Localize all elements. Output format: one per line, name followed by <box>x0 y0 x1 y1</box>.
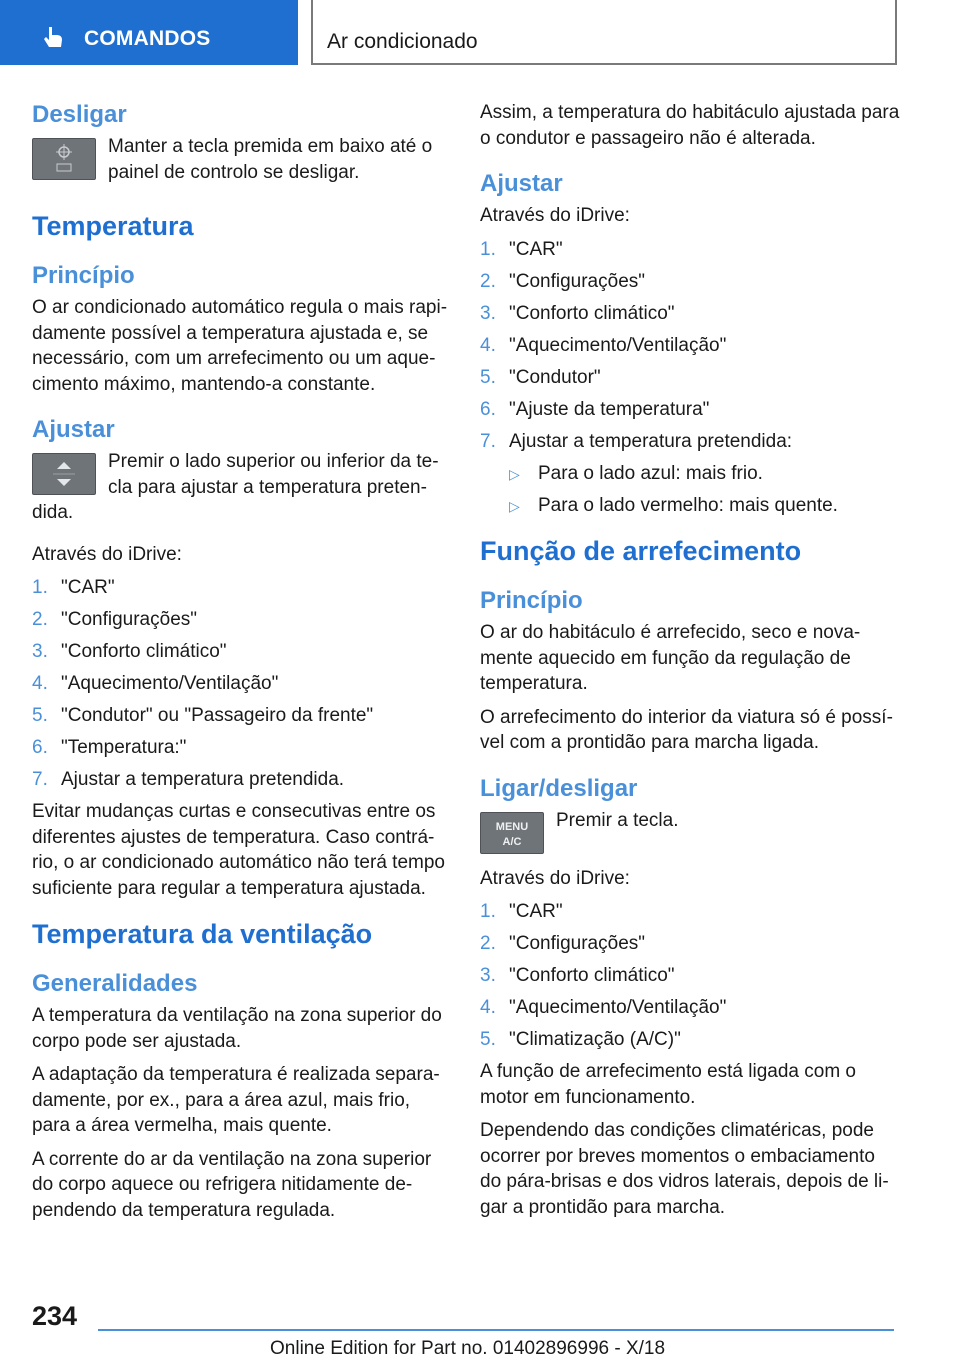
step-text: "Condutor" ou "Passageiro da frente" <box>61 705 374 726</box>
heading-ajustar: Ajustar <box>32 416 115 443</box>
svg-text:MENU: MENU <box>495 820 529 833</box>
step-number: 6. <box>480 398 496 420</box>
heading-desligar: Desligar <box>32 101 127 128</box>
list-item <box>480 333 900 359</box>
principio-text-2: O arrefecimento do interior da viatura só é possí‐vel com a prontidão para marcha ligada. <box>480 706 893 753</box>
heading-ventilacao: Temperatura da ventilação <box>32 919 373 949</box>
step-number: 5. <box>480 1029 496 1050</box>
right-column <box>480 100 900 1228</box>
temperature-rocker-icon <box>32 453 96 495</box>
step-text: "Conforto climático" <box>509 965 675 986</box>
list-item <box>480 1027 900 1053</box>
step-text: "Configurações" <box>509 933 646 954</box>
step-number: 3. <box>480 965 496 986</box>
step-text: "Configurações" <box>509 270 646 292</box>
step-text: "CAR" <box>509 238 563 260</box>
step-text: "Conforto climático" <box>509 302 675 324</box>
list-item <box>32 703 450 729</box>
list-item <box>32 767 450 793</box>
page-number: 234 <box>32 1301 78 1331</box>
heading-ajustar-ventilacao: Ajustar <box>480 170 563 197</box>
list-item <box>509 461 900 487</box>
step-number: 6. <box>32 737 48 758</box>
step-number: 4. <box>480 334 496 356</box>
menu-ac-button-icon <box>480 812 544 854</box>
list-item <box>32 639 450 665</box>
dependendo-text: Dependendo das condições climatéricas, pode ocorrer por breves momentos o embaciamento do pára-brisas e dos vidros laterais, depois de li‐gar a prontidão para marcha. <box>480 1120 889 1218</box>
sub-list <box>480 461 900 519</box>
list-item <box>480 931 900 957</box>
svg-text:A/C: A/C <box>502 835 522 848</box>
list-item <box>480 269 900 295</box>
step-number: 7. <box>480 430 496 452</box>
idrive-steps <box>480 237 900 455</box>
footer-divider <box>98 1329 894 1331</box>
list-item <box>480 995 900 1021</box>
sub-item-text: Para o lado vermelho: mais quente. <box>538 494 838 516</box>
section-header <box>311 0 897 65</box>
step-number: 4. <box>480 997 496 1018</box>
step-text: "Condutor" <box>509 366 601 388</box>
list-item <box>32 735 450 761</box>
step-text: "Aquecimento/Ventilação" <box>509 334 727 356</box>
ajustar-row <box>32 449 450 534</box>
idrive-text: Através do iDrive: <box>480 205 630 226</box>
step-text: "Conforto climático" <box>61 641 227 662</box>
step-text: Ajustar a temperatura pretendida. <box>61 769 345 790</box>
ligar-row <box>480 808 900 858</box>
step-number: 5. <box>32 705 48 726</box>
step-text: "Aquecimento/Ventilação" <box>509 997 727 1018</box>
heading-funcao-arrefecimento: Função de arrefecimento <box>480 536 802 566</box>
heading-ligar-desligar: Ligar/desligar <box>480 774 638 802</box>
list-item <box>480 899 900 925</box>
step-number: 5. <box>480 366 496 388</box>
step-text: "CAR" <box>61 577 115 598</box>
chapter-label: COMANDOS <box>84 27 211 50</box>
step-text: "Configurações" <box>61 609 198 630</box>
list-item <box>480 963 900 989</box>
heading-principio: Princípio <box>480 587 583 614</box>
triangle-bullet-icon: ▷ <box>509 497 520 514</box>
footer-edition: Online Edition for Part no. 01402896996 - X/18 <box>270 1338 666 1359</box>
step-number: 2. <box>480 933 496 954</box>
evitar-text: Evitar mudanças curtas e consecutivas entre os diferentes ajustes de temperatura. Caso contrá‐rio, o ar condicionado automático não terá tempo suficiente para regular a temperatura ajustada. <box>32 801 445 899</box>
step-number: 2. <box>480 270 496 292</box>
generalidades-text-1: A temperatura da ventilação na zona superior do corpo pode ser ajustada. <box>32 1005 442 1052</box>
off-button-icon <box>32 138 96 180</box>
triangle-bullet-icon: ▷ <box>509 465 520 482</box>
step-text: "Ajuste da temperatura" <box>509 398 710 420</box>
step-text: "Temperatura:" <box>61 737 187 758</box>
step-number: 4. <box>32 673 48 694</box>
list-item <box>480 237 900 263</box>
list-item <box>480 301 900 327</box>
step-number: 1. <box>32 577 48 598</box>
ajustar-text: Premir o lado superior ou inferior da te‐cla para ajustar a temperatura preten‐dida. <box>32 451 439 523</box>
step-text: "CAR" <box>509 901 563 922</box>
step-number: 7. <box>32 769 48 790</box>
desligar-text: Manter a tecla premida em baixo até o painel de controlo se desligar. <box>108 136 433 183</box>
chapter-tab <box>0 0 298 65</box>
heading-temperatura: Temperatura <box>32 211 194 241</box>
section-title: Ar condicionado <box>327 30 478 53</box>
list-item <box>32 575 450 601</box>
idrive-text-2: Através do iDrive: <box>480 867 630 889</box>
list-item <box>32 671 450 697</box>
step-number: 3. <box>480 302 496 324</box>
ligar-text: Premir a tecla. <box>556 809 679 831</box>
idrive-steps <box>32 575 450 793</box>
idrive-text: Através do iDrive: <box>32 543 182 565</box>
generalidades-text-3: A corrente do ar da ventilação na zona superior do corpo aquece ou refrigera nitidamente de‐pendendo da temperatura regulada. <box>32 1148 432 1221</box>
desligar-row <box>32 134 450 193</box>
idrive-steps-2 <box>480 899 900 1053</box>
list-item <box>32 607 450 633</box>
step-text: Ajustar a temperatura pretendida: <box>509 430 793 452</box>
list-item <box>480 397 900 423</box>
list-item <box>509 493 900 519</box>
step-number: 1. <box>480 901 496 922</box>
heading-principio: Princípio <box>32 262 135 289</box>
principio-text: O ar condicionado automático regula o mais rapi‐damente possível a temperatura ajustada e, se necessário, com um arrefecimento ou um aque‐cimento máximo, mantendo-a constante. <box>32 297 448 395</box>
step-text: "Climatização (A/C)" <box>509 1029 681 1050</box>
assim-text: Assim, a temperatura do habitáculo ajustada para o condutor e passageiro não é alterada. <box>480 102 900 149</box>
principio-text-1: O ar do habitáculo é arrefecido, seco e nova‐mente aquecido em função da regulação de temperatura. <box>480 622 861 694</box>
list-item <box>480 365 900 391</box>
hand-touch-icon <box>40 24 66 50</box>
step-number: 2. <box>32 609 48 630</box>
left-column <box>32 100 450 1231</box>
generalidades-text-2: A adaptação da temperatura é realizada separa‐damente, por ex., para a área azul, mais frio, para a área vermelha, mais quente. <box>32 1064 440 1136</box>
step-number: 3. <box>32 641 48 662</box>
list-item <box>480 429 900 455</box>
sub-item-text: Para o lado azul: mais frio. <box>538 462 763 484</box>
funcao-ligada-text: A função de arrefecimento está ligada com o motor em funcionamento. <box>480 1061 857 1108</box>
heading-generalidades: Generalidades <box>32 970 198 997</box>
step-text: "Aquecimento/Ventilação" <box>61 673 279 694</box>
step-number: 1. <box>480 238 496 260</box>
